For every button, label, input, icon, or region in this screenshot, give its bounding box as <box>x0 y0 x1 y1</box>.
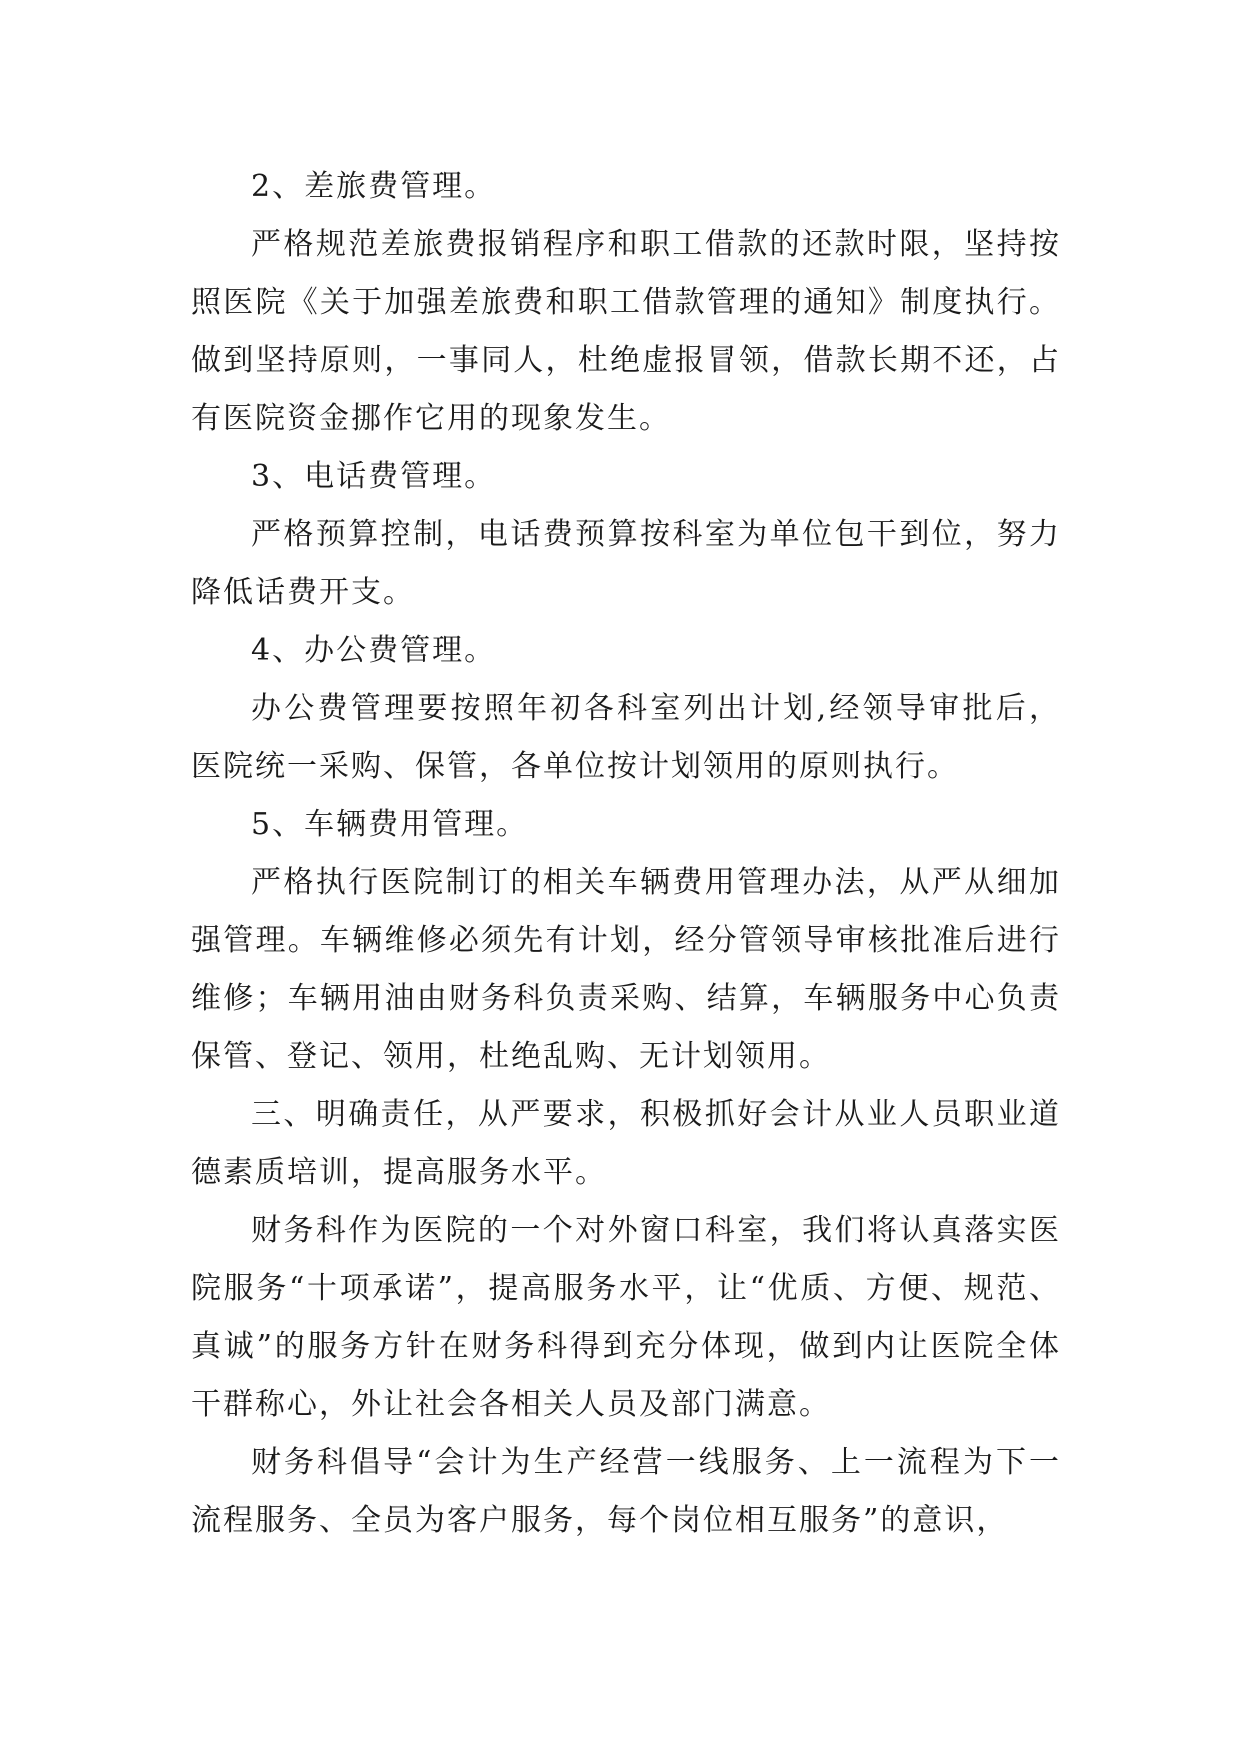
section-heading-vehicle-expenses: 5、车辆费用管理。 <box>251 807 529 842</box>
section-heading-travel-expenses: 2、差旅费管理。 <box>251 169 497 204</box>
document-body <box>191 158 1061 1550</box>
paragraph-office-expenses: 办公费管理要按照年初各科室列出计划,经领导审批后，医院统一采购、保管，各单位按计划领用的原则执行。 <box>191 691 1061 784</box>
paragraph-travel-expenses: 严格规范差旅费报销程序和职工借款的还款时限，坚持按照医院《关于加强差旅费和职工借款管理的通知》制度执行。做到坚持原则，一事同人，杜绝虚报冒领，借款长期不还，占有医院资金挪作它用的现象发生。 <box>191 227 1061 436</box>
section-heading-office-expenses: 4、办公费管理。 <box>251 633 497 668</box>
paragraph-vehicle-expenses: 严格执行医院制订的相关车辆费用管理办法，从严从细加强管理。车辆维修必须先有计划，经分管领导审核批准后进行维修；车辆用油由财务科负责采购、结算，车辆服务中心负责保管、登记、领用，杜绝乱购、无计划领用。 <box>191 865 1061 1074</box>
paragraph-service-commitment: 财务科作为医院的一个对外窗口科室，我们将认真落实医院服务“十项承诺”，提高服务水平，让“优质、方便、规范、真诚”的服务方针在财务科得到充分体现，做到内让医院全体干群称心，外让社会各相关人员及部门满意。 <box>191 1213 1061 1422</box>
section-heading-phone-expenses: 3、电话费管理。 <box>251 459 497 494</box>
section-heading-responsibility: 三、明确责任，从严要求，积极抓好会计从业人员职业道德素质培训，提高服务水平。 <box>191 1097 1061 1190</box>
paragraph-service-awareness: 财务科倡导“会计为生产经营一线服务、上一流程为下一流程服务、全员为客户服务，每个岗位相互服务”的意识， <box>191 1445 1061 1538</box>
paragraph-phone-expenses: 严格预算控制，电话费预算按科室为单位包干到位，努力降低话费开支。 <box>191 517 1061 610</box>
